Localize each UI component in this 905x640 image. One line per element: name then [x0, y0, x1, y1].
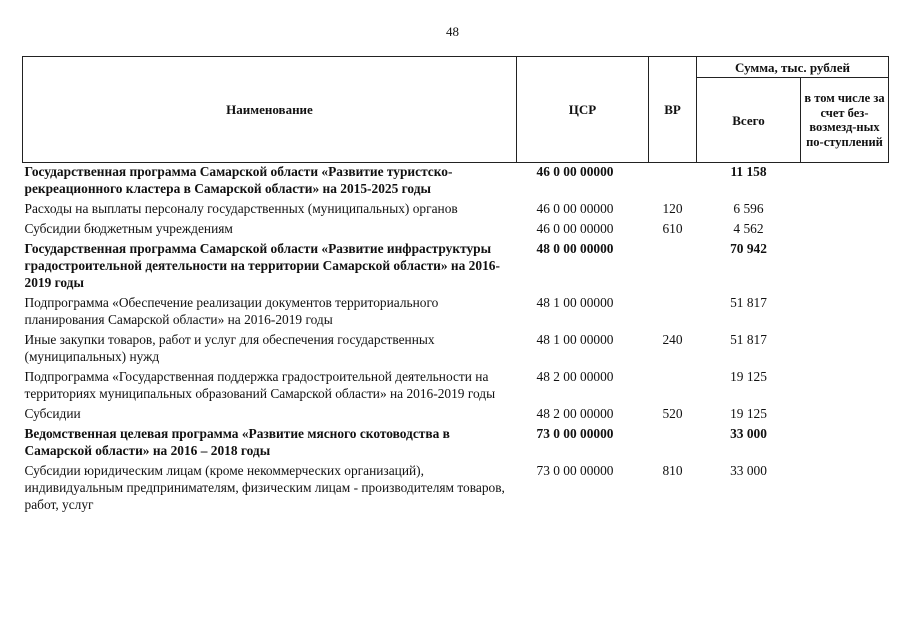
row-grants: [801, 200, 889, 220]
row-vr: [649, 240, 697, 294]
row-name: Государственная программа Самарской области «Развитие инфраструктуры градостроительной деятельности на территории Самарской области» на 2016-2019 годы: [24, 241, 500, 290]
row-csr: 73 0 00 00000: [536, 426, 614, 441]
row-csr: 48 2 00 00000: [536, 406, 614, 421]
header-sum-group: Сумма, тыс. рублей: [697, 57, 889, 78]
row-grants: [801, 405, 889, 425]
row-total: 51 817: [730, 332, 767, 347]
row-csr: 46 0 00 00000: [517, 163, 649, 201]
row-name: Расходы на выплаты персоналу государственных (муниципальных) органов: [24, 201, 458, 216]
row-total: 33 000: [730, 463, 767, 478]
header-incl-grants: в том числе за счет без-возмезд-ных по-ступлений: [801, 78, 889, 163]
header-name: Наименование: [23, 57, 517, 163]
table-row: [23, 163, 889, 201]
page-number: 48: [446, 24, 459, 39]
row-vr: 520: [662, 406, 683, 421]
row-grants: [801, 462, 889, 516]
row-total: 51 817: [730, 295, 767, 310]
row-vr: 610: [662, 221, 683, 236]
row-name: Подпрограмма «Обеспечение реализации документов территориального планирования Самарской области» на 2016-2019 годы: [24, 295, 439, 327]
table-row: [23, 294, 889, 331]
row-vr: 240: [662, 332, 683, 347]
row-vr: [649, 368, 697, 405]
row-csr: 46 0 00 00000: [536, 221, 614, 236]
row-vr: [649, 163, 697, 201]
table-header: [23, 57, 889, 163]
row-total: 19 125: [730, 369, 767, 384]
row-vr: [649, 294, 697, 331]
table-row: [23, 331, 889, 368]
table-row: [23, 462, 889, 516]
row-grants: [801, 220, 889, 240]
row-csr: 48 1 00 00000: [536, 332, 614, 347]
header-csr: ЦСР: [517, 57, 649, 163]
row-total: 33 000: [730, 426, 767, 441]
row-grants: [801, 331, 889, 368]
table-row: [23, 200, 889, 220]
row-name: Иные закупки товаров, работ и услуг для обеспечения государственных (муниципальных) нужд: [24, 332, 435, 364]
row-csr: 48 1 00 00000: [536, 295, 614, 310]
row-name: Субсидии бюджетным учреждениям: [24, 221, 233, 236]
row-grants: [801, 294, 889, 331]
table-body: [23, 163, 889, 517]
row-csr: 46 0 00 00000: [536, 201, 614, 216]
header-total: Всего: [697, 78, 801, 163]
row-total: 6 596: [733, 201, 764, 216]
row-name: Государственная программа Самарской области «Развитие туристско-рекреационного кластера в Самарской области» на 2015-2025 годы: [23, 163, 517, 201]
row-grants: [801, 425, 889, 462]
row-total: 11 158: [697, 163, 801, 201]
table-row: [23, 220, 889, 240]
row-vr: 120: [662, 201, 683, 216]
budget-table: [22, 56, 889, 516]
table-row: [23, 425, 889, 462]
row-total: 19 125: [730, 406, 767, 421]
row-grants: [801, 240, 889, 294]
row-csr: 73 0 00 00000: [536, 463, 614, 478]
row-total: 70 942: [730, 241, 767, 256]
row-name: Субсидии: [24, 406, 81, 421]
row-grants: [801, 368, 889, 405]
row-total: 4 562: [733, 221, 764, 236]
row-vr: [649, 425, 697, 462]
row-csr: 48 0 00 00000: [536, 241, 614, 256]
row-vr: 810: [662, 463, 683, 478]
row-name: Ведомственная целевая программа «Развитие мясного скотоводства в Самарской области» на 2016 – 2018 годы: [24, 426, 450, 458]
table-row: [23, 405, 889, 425]
header-vr: ВР: [649, 57, 697, 163]
row-name: Субсидии юридическим лицам (кроме некоммерческих организаций), индивидуальным предпринимателям, физическим лицам - производителям товаров, работ, услуг: [24, 463, 505, 512]
table-row: [23, 368, 889, 405]
table-row: [23, 240, 889, 294]
row-name: Подпрограмма «Государственная поддержка градостроительной деятельности на территориях муниципальных образований Самарской области» на 2016-2019 годы: [24, 369, 496, 401]
row-grants: [801, 163, 889, 201]
row-csr: 48 2 00 00000: [536, 369, 614, 384]
